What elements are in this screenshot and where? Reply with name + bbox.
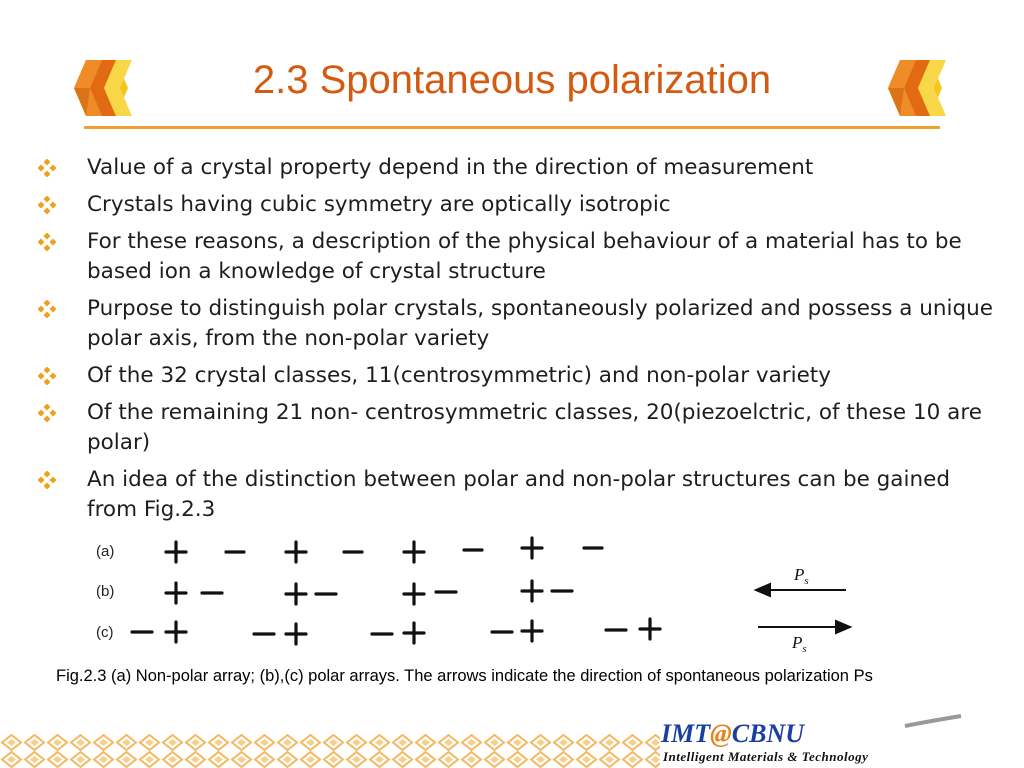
row-label-c: (c) [96,624,114,641]
title-underline [84,126,940,129]
slide-title: 2.3 Spontaneous polarization [252,58,772,102]
bullet-text: An idea of the distinction between polar and non-polar structures can be gained from Fig.2.3 [87,467,950,522]
row-label-b: (b) [96,583,115,600]
bullet-item [38,361,998,391]
diamond-bullet-icon [38,227,87,251]
bullet-item [38,398,998,458]
bullet-item [38,190,998,220]
row-label-a: (a) [96,543,115,560]
svg-text:IMT@CBNU: IMT@CBNU [661,719,805,748]
diamond-bullet-icon [38,465,87,489]
diamond-bullet-icon [38,190,87,214]
bullet-item [38,294,998,354]
diamond-bullet-icon [38,398,87,422]
charge-row-c [132,619,660,644]
ps-label-top: $P_s$ [794,565,809,587]
imt-cbnu-logo [655,712,1015,768]
bullet-text: Of the 32 crystal classes, 11(centrosymmetric) and non-polar variety [87,363,831,388]
charge-row-b [166,581,572,604]
bullet-item [38,465,998,525]
bullet-list [38,153,998,532]
charge-array-figure [94,530,864,660]
bullet-text: For these reasons, a description of the physical behaviour of a material has to be based ion a knowledge of crystal structure [87,229,962,284]
svg-text:Intelligent Materials & Techno: Intelligent Materials & Technology [663,749,869,764]
diamond-bullet-icon [38,294,87,318]
bullet-text: Value of a crystal property depend in the direction of measurement [87,155,814,180]
bullet-text: Crystals having cubic symmetry are optically isotropic [87,192,671,217]
bullet-item [38,153,998,183]
bullet-text: Purpose to distinguish polar crystals, spontaneously polarized and possess a unique polar axis, from the non-polar variety [87,296,994,351]
diamond-bullet-icon [38,361,87,385]
charge-row-a [166,538,602,562]
bullet-item [38,227,998,287]
diamond-bullet-icon [38,153,87,177]
footer-pattern [0,734,660,768]
ps-label-bottom: $P_s$ [792,633,807,655]
figure-caption: Fig.2.3 (a) Non-polar array; (b),(c) polar arrays. The arrows indicate the direction of spontaneous polarization Ps [56,667,873,685]
bullet-text: Of the remaining 21 non- centrosymmetric classes, 20(piezoelctric, of these 10 are polar) [87,400,982,455]
